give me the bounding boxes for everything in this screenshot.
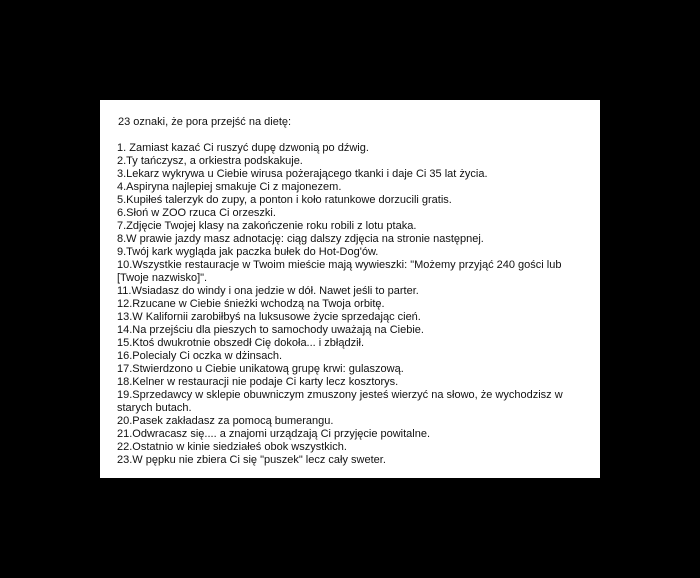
signs-list	[117, 142, 587, 467]
list-item: 2.Ty tańczysz, a orkiestra podskakuje.	[117, 155, 303, 167]
list-item: 12.Rzucane w Ciebie śnieżki wchodzą na Twoja orbitę.	[117, 298, 385, 310]
list-item: 6.Słoń w ZOO rzuca Ci orzeszki.	[117, 207, 276, 219]
list-item: 10.Wszystkie restauracje w Twoim mieście mają wywieszki: "Możemy przyjąć 240 gości lub [Twoje nazwisko]".	[117, 259, 562, 284]
list-item: 20.Pasek zakładasz za pomocą bumerangu.	[117, 415, 334, 427]
list-title: 23 oznaki, że pora przejść na dietę:	[118, 116, 292, 128]
list-item: 3.Lekarz wykrywa u Ciebie wirusa pożerającego tkanki i daje Ci 35 lat życia.	[117, 168, 488, 180]
list-item: 15.Ktoś dwukrotnie obszedł Cię dokoła... i zbłądził.	[117, 337, 365, 349]
list-item: 4.Aspiryna najlepiej smakuje Ci z majonezem.	[117, 181, 342, 193]
list-item: 17.Stwierdzono u Ciebie unikatową grupę krwi: gulaszową.	[117, 363, 404, 375]
text-card	[100, 100, 600, 478]
list-item: 5.Kupiłeś talerzyk do zupy, a ponton i koło ratunkowe dorzucili gratis.	[117, 194, 452, 206]
list-item: 23.W pępku nie zbiera Ci się "puszek" lecz cały sweter.	[117, 454, 386, 466]
list-item: 8.W prawie jazdy masz adnotację: ciąg dalszy zdjęcia na stronie następnej.	[117, 233, 484, 245]
list-item: 14.Na przejściu dla pieszych to samochody uważają na Ciebie.	[117, 324, 424, 336]
list-item: 22.Ostatnio w kinie siedziałeś obok wszystkich.	[117, 441, 347, 453]
list-item: 11.Wsiadasz do windy i ona jedzie w dół. Nawet jeśli to parter.	[117, 285, 419, 297]
list-item: 7.Zdjęcie Twojej klasy na zakończenie roku robili z lotu ptaka.	[117, 220, 417, 232]
list-item: 21.Odwracasz się.... a znajomi urządzają Ci przyjęcie powitalne.	[117, 428, 431, 440]
list-item: 18.Kelner w restauracji nie podaje Ci karty lecz kosztorys.	[117, 376, 399, 388]
list-item: 13.W Kalifornii zarobiłbyś na luksusowe życie sprzedając cień.	[117, 311, 421, 323]
list-item: 9.Twój kark wygląda jak paczka bułek do Hot-Dog'ów.	[117, 246, 379, 258]
list-item: 16.Polecialy Ci oczka w dżinsach.	[117, 350, 283, 362]
list-item: 19.Sprzedawcy w sklepie obuwniczym zmuszony jesteś wierzyć na słowo, że wychodzisz w starych butach.	[117, 389, 563, 414]
list-item: 1. Zamiast kazać Ci ruszyć dupę dzwonią po dźwig.	[117, 142, 369, 154]
